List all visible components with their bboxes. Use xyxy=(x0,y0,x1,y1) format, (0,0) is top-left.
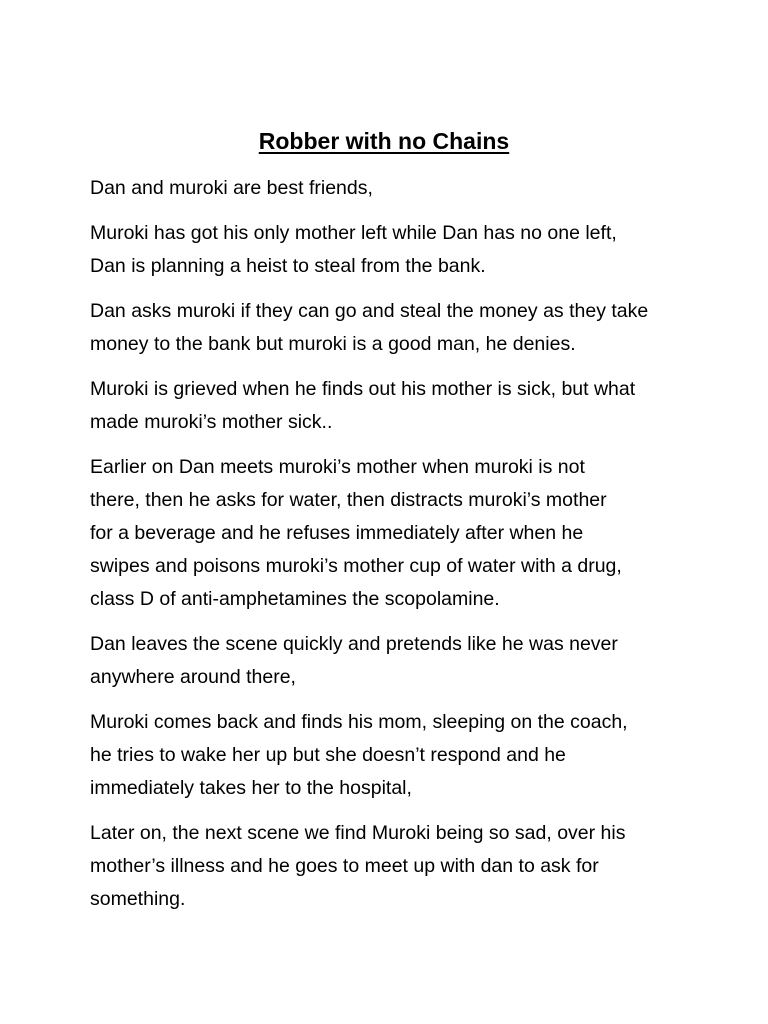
text-line: anywhere around there, xyxy=(90,666,296,688)
paragraph-4 xyxy=(90,373,720,439)
text-line: something. xyxy=(90,888,186,910)
text-line: there, then he asks for water, then distracts muroki’s mother xyxy=(90,489,607,511)
document-body xyxy=(90,172,720,928)
text-line: made muroki’s mother sick.. xyxy=(90,411,333,433)
text-line: Muroki comes back and finds his mom, sleeping on the coach, xyxy=(90,711,628,733)
text-line: mother’s illness and he goes to meet up with dan to ask for xyxy=(90,855,599,877)
text-line: money to the bank but muroki is a good man, he denies. xyxy=(90,333,576,355)
text-line: Dan is planning a heist to steal from the bank. xyxy=(90,255,486,277)
text-line: Earlier on Dan meets muroki’s mother when muroki is not xyxy=(90,456,585,478)
text-line: Muroki is grieved when he finds out his mother is sick, but what xyxy=(90,378,636,400)
text-line: he tries to wake her up but she doesn’t respond and he xyxy=(90,744,566,766)
text-line: Dan leaves the scene quickly and pretends like he was never xyxy=(90,633,618,655)
text-line: swipes and poisons muroki’s mother cup of water with a drug, xyxy=(90,555,622,577)
text-line: Dan asks muroki if they can go and steal the money as they take xyxy=(90,300,649,322)
document-title: Robber with no Chains xyxy=(258,128,510,154)
paragraph-8 xyxy=(90,817,720,916)
text-line: Later on, the next scene we find Muroki being so sad, over his xyxy=(90,822,626,844)
text-line: class D of anti-amphetamines the scopolamine. xyxy=(90,588,500,610)
paragraph-5 xyxy=(90,451,720,616)
paragraph-7 xyxy=(90,706,720,805)
text-line: for a beverage and he refuses immediately after when he xyxy=(90,522,584,544)
paragraph-6 xyxy=(90,628,720,694)
paragraph-1 xyxy=(90,172,720,205)
paragraph-3 xyxy=(90,295,720,361)
text-line: Dan and muroki are best friends, xyxy=(90,177,373,199)
text-line: Muroki has got his only mother left while Dan has no one left, xyxy=(90,222,617,244)
text-line: immediately takes her to the hospital, xyxy=(90,777,412,799)
paragraph-2 xyxy=(90,217,720,283)
